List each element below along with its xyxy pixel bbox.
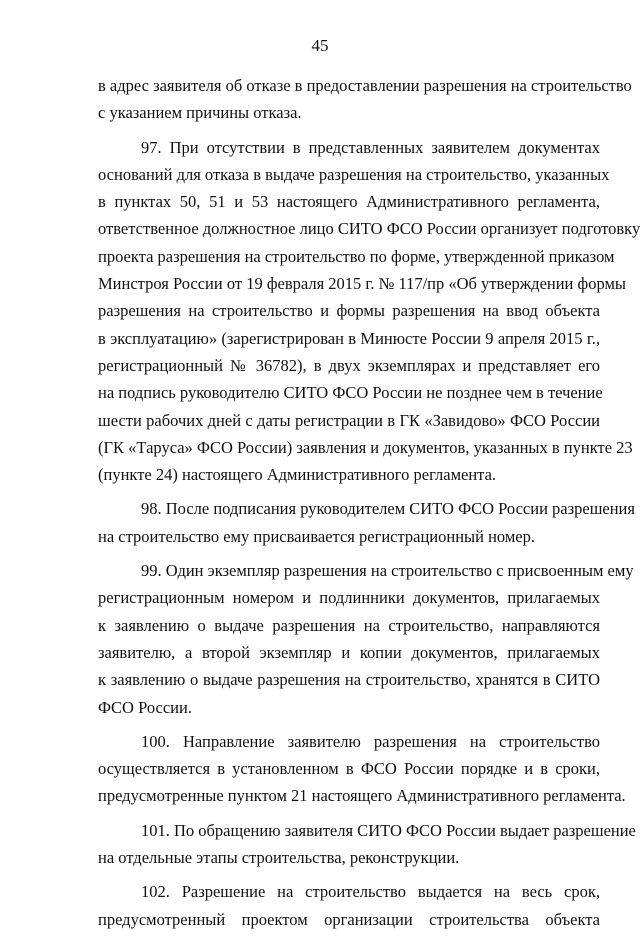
text-line: 97. При отсутствии в представленных заявителем документах: [141, 137, 600, 157]
text-line: с указанием причины отказа.: [98, 103, 302, 123]
text-line: (ГК «Таруса» ФСО России) заявления и документов, указанных в пункте 23: [98, 437, 633, 457]
text-line: предусмотренные пунктом 21 настоящего Административного регламента.: [98, 786, 626, 806]
text-line: в адрес заявителя об отказе в предоставлении разрешения на строительство: [98, 76, 632, 95]
text-line: 98. После подписания руководителем СИТО ФСО России разрешения: [141, 499, 635, 519]
text-line: в эксплуатацию» (зарегистрирован в Минюсте России 9 апреля 2015 г.,: [98, 328, 600, 348]
paragraph: [98, 495, 635, 550]
text-line: 99. Один экземпляр разрешения на строительство с присвоенным ему: [141, 561, 634, 581]
text-line: ответственное должностное лицо СИТО ФСО России организует подготовку: [98, 219, 640, 239]
text-line: шести рабочих дней с даты регистрации в ГК «Завидово» ФСО России: [98, 410, 600, 430]
text-line: 101. По обращению заявителя СИТО ФСО России выдает разрешение: [141, 820, 636, 840]
text-line: к заявлению о выдаче разрешения на строительство, направляются: [98, 615, 600, 635]
paragraph: [98, 557, 634, 721]
text-line: 102. Разрешение на строительство выдается на весь срок,: [141, 882, 600, 902]
text-line: (пункте 24) настоящего Административного регламента.: [98, 465, 497, 485]
paragraph: [98, 878, 600, 933]
document-body: [98, 72, 640, 940]
page-number: 45: [311, 36, 329, 55]
paragraph: [98, 728, 626, 810]
text-line: на подпись руководителю СИТО ФСО России не позднее чем в течение: [98, 383, 603, 403]
text-line: к заявлению о выдаче разрешения на строительство, хранятся в СИТО: [98, 670, 600, 690]
text-line: регистрационным номером и подлинники документов, прилагаемых: [98, 588, 600, 608]
text-line: в пунктах 50, 51 и 53 настоящего Административного регламента,: [98, 192, 600, 212]
text-line: проекта разрешения на строительство по форме, утвержденной приказом: [98, 246, 615, 266]
text-line: разрешения на строительство и формы разрешения на ввод объекта: [98, 301, 600, 321]
text-line: на строительство ему присваивается регистрационный номер.: [98, 526, 535, 546]
text-line: Минстроя России от 19 февраля 2015 г. № 117/пр «Об утверждении формы: [98, 274, 626, 294]
text-line: предусмотренный проектом организации строительства объекта: [98, 909, 600, 929]
text-line: заявителю, а второй экземпляр и копии документов, прилагаемых: [98, 642, 600, 662]
paragraph: [98, 72, 632, 127]
text-line: осуществляется в установленном в ФСО России порядке и в сроки,: [98, 759, 600, 779]
paragraph: [98, 817, 636, 872]
text-line: регистрационный № 36782), в двух экземплярах и представляет его: [98, 355, 600, 375]
paragraph: [98, 134, 640, 489]
text-line: ФСО России.: [98, 697, 192, 717]
text-line: на отдельные этапы строительства, реконструкции.: [98, 848, 460, 868]
text-line: оснований для отказа в выдаче разрешения на строительство, указанных: [98, 164, 610, 184]
text-line: 100. Направление заявителю разрешения на строительство: [141, 731, 600, 751]
